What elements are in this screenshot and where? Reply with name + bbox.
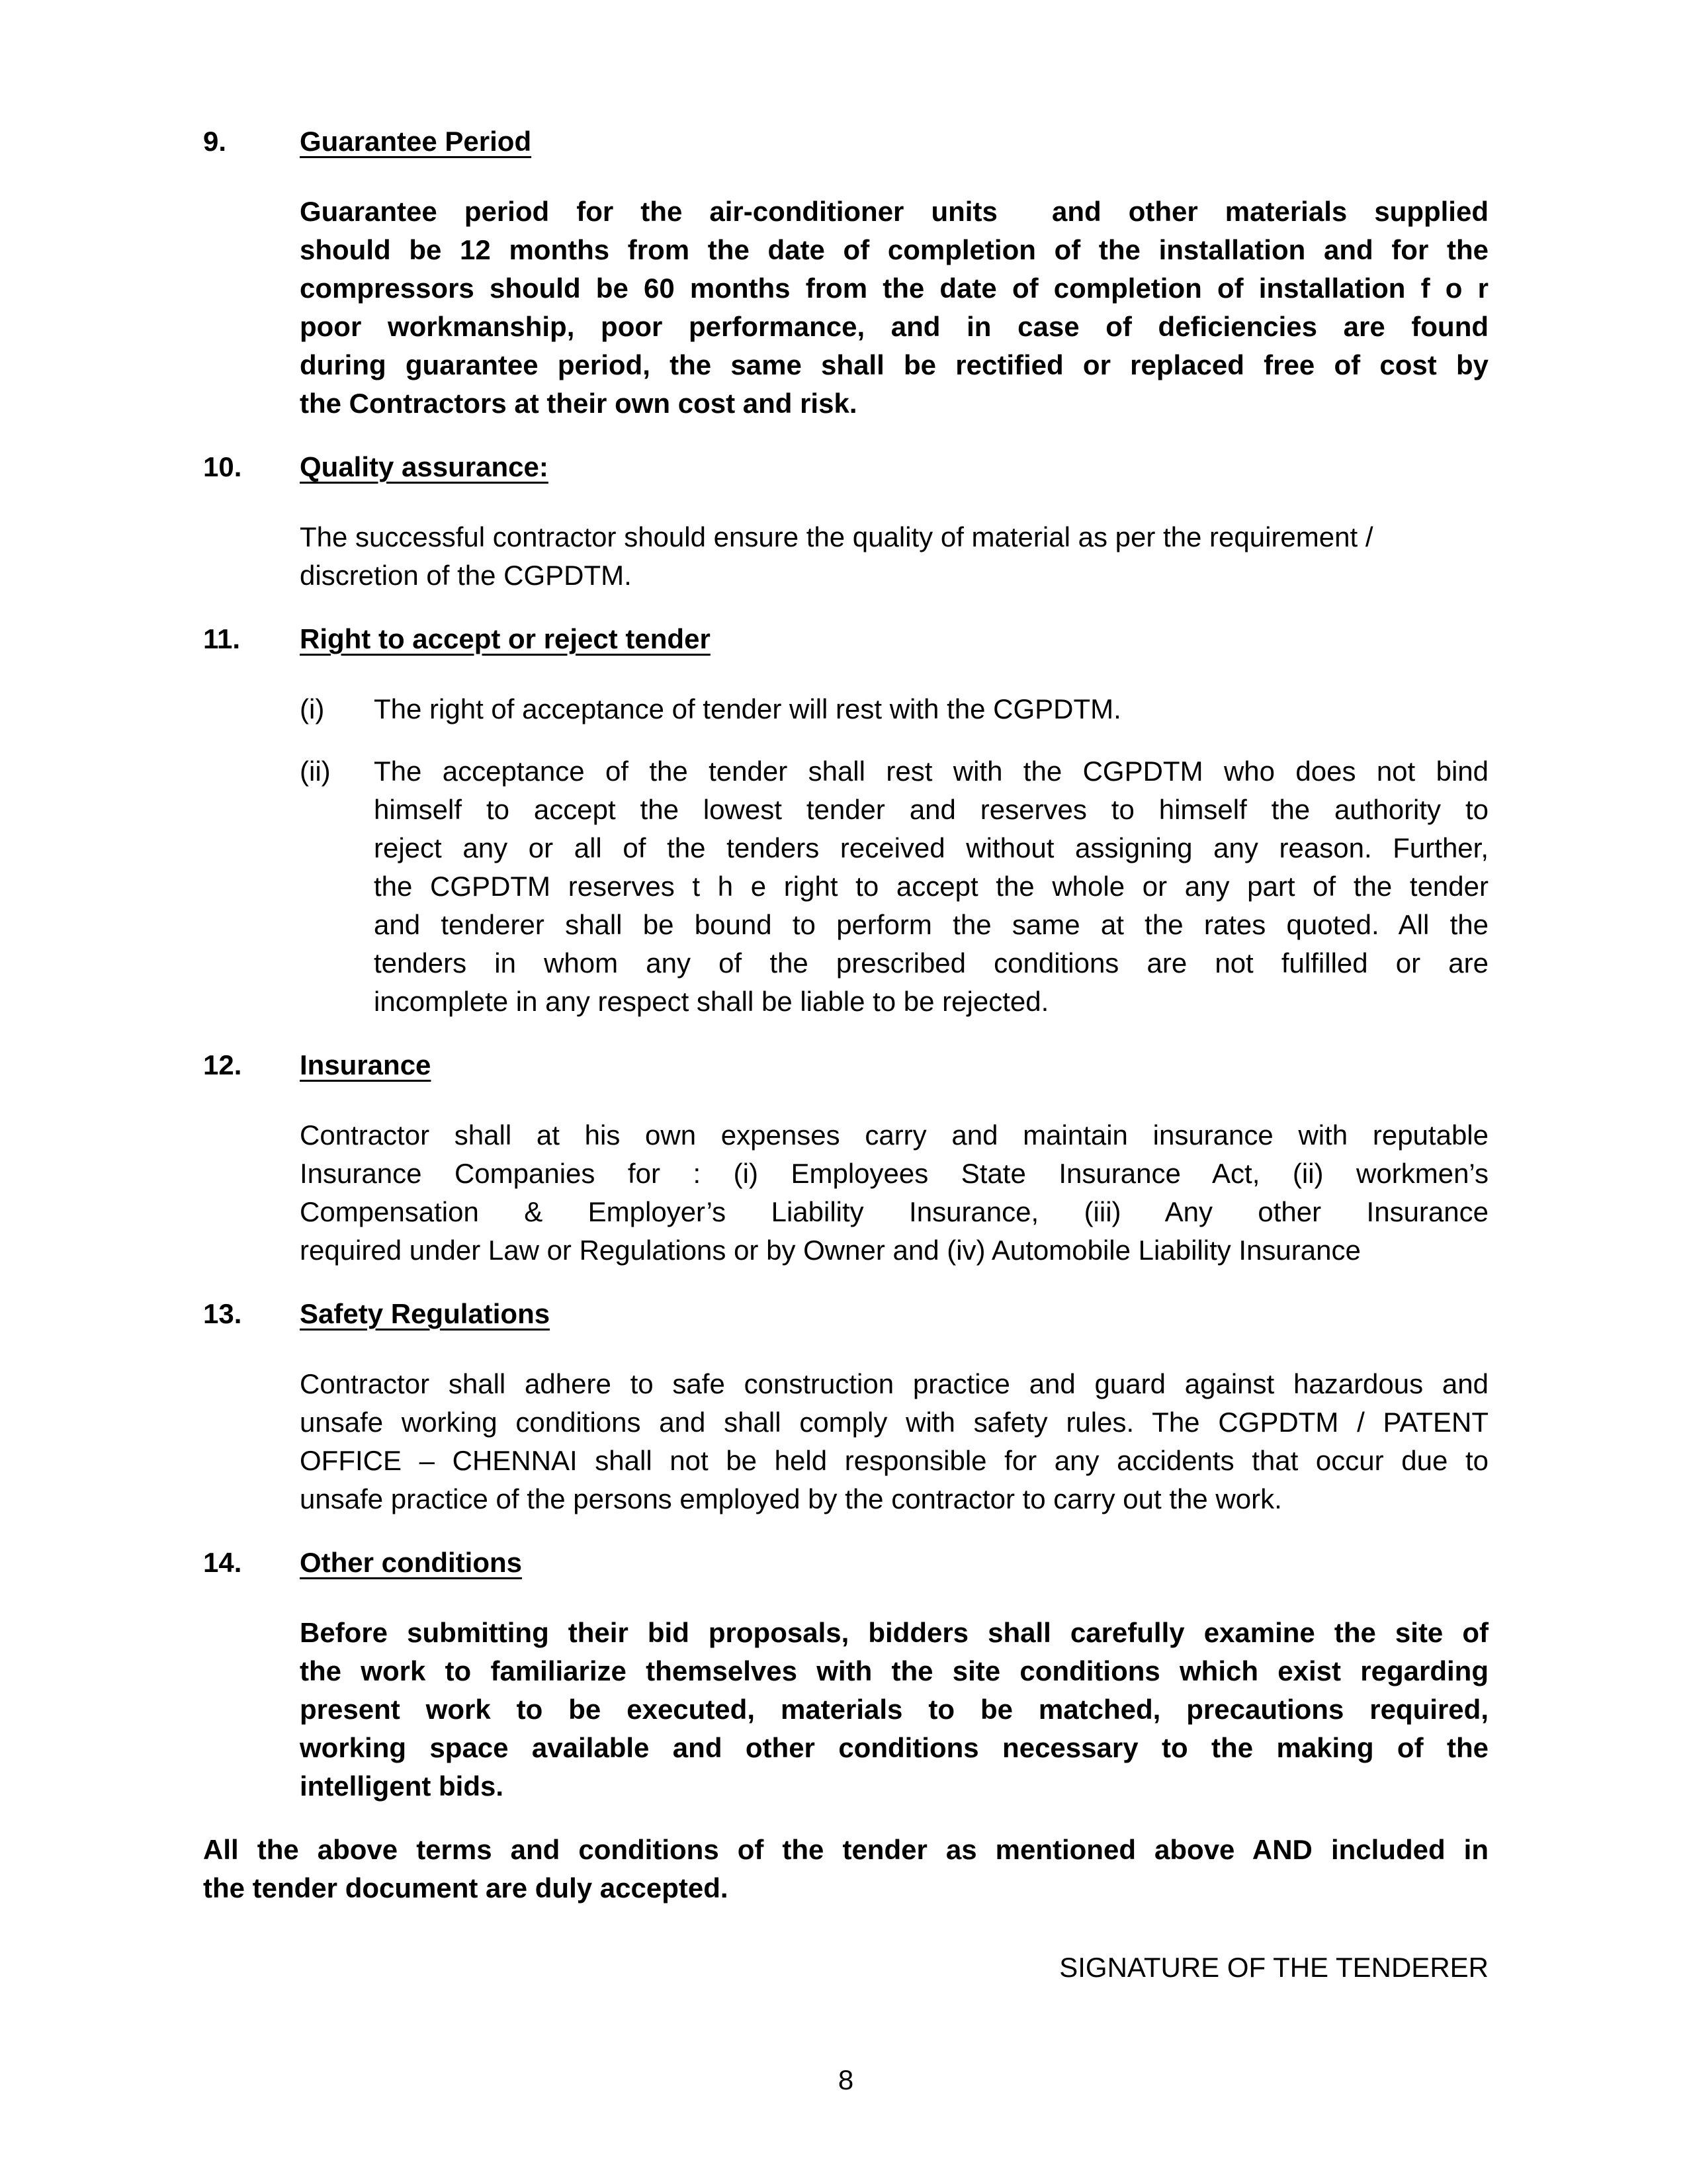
section-heading-text: Guarantee Period xyxy=(300,126,532,157)
section-body xyxy=(300,1365,1489,1518)
section-heading xyxy=(300,122,1489,161)
list-item-ii xyxy=(300,752,1489,1021)
text-line: OFFICE – CHENNAI shall not be held responsible for any accidents that occur due to xyxy=(300,1445,1489,1476)
section-quality-assurance xyxy=(203,448,1489,595)
section-number: 9. xyxy=(203,126,227,157)
section-heading-text: Safety Regulations xyxy=(300,1298,550,1329)
text-line: working space available and other conditions necessary to the making of the xyxy=(300,1732,1489,1763)
section-heading xyxy=(300,448,1489,486)
section-body xyxy=(300,1116,1489,1270)
text-line: Contractor shall at his own expenses carry and maintain insurance with reputable xyxy=(300,1119,1489,1151)
list-item-text xyxy=(374,752,1489,1021)
page-number: 8 xyxy=(838,2064,854,2095)
text-line: required under Law or Regulations or by Owner and (iv) Automobile Liability Insurance xyxy=(300,1235,1361,1266)
text-line: unsafe practice of the persons employed by the contractor to carry out the work. xyxy=(300,1483,1282,1514)
closing-statement xyxy=(203,1831,1489,1907)
text-line: Contractor shall adhere to safe construction practice and guard against hazardous and xyxy=(300,1368,1489,1399)
section-number: 10. xyxy=(203,451,242,482)
section-heading-text: Other conditions xyxy=(300,1547,522,1578)
section-right-to-accept-or-reject xyxy=(203,620,1489,1021)
section-number: 13. xyxy=(203,1298,242,1329)
section-content xyxy=(300,620,1489,1021)
signature-of-tenderer-label: SIGNATURE OF THE TENDERER xyxy=(1059,1952,1489,1983)
text-line: The acceptance of the tender shall rest with the CGPDTM who does not bind xyxy=(374,756,1489,787)
text-line: the tender document are duly accepted. xyxy=(203,1872,728,1903)
section-heading xyxy=(300,1544,1489,1582)
section-heading xyxy=(300,620,1489,658)
section-guarantee-period xyxy=(203,122,1489,423)
list-item-i xyxy=(300,690,1489,728)
section-number: 14. xyxy=(203,1547,242,1578)
text-line: unsafe working conditions and shall comply with safety rules. The CGPDTM / PATENT xyxy=(300,1407,1489,1438)
section-heading xyxy=(300,1295,1489,1333)
section-other-conditions xyxy=(203,1544,1489,1806)
section-content xyxy=(300,122,1489,423)
section-heading-text: Right to accept or reject tender xyxy=(300,623,711,654)
text-line: the work to familiarize themselves with the site conditions which exist regarding xyxy=(300,1655,1489,1686)
section-content xyxy=(300,1046,1489,1270)
text-line: Compensation & Employer’s Liability Insurance, (iii) Any other Insurance xyxy=(300,1196,1489,1227)
section-body xyxy=(300,518,1489,595)
section-safety-regulations xyxy=(203,1295,1489,1518)
text-line: the Contractors at their own cost and risk. xyxy=(300,388,857,419)
section-number: 11. xyxy=(203,623,241,654)
text-line: reject any or all of the tenders received without assigning any reason. Further, xyxy=(374,832,1489,863)
text-line: All the above terms and conditions of the tender as mentioned above AND included in xyxy=(203,1834,1489,1865)
section-body xyxy=(300,1614,1489,1806)
list-item-marker: (i) xyxy=(300,693,325,724)
list-item-marker: (ii) xyxy=(300,756,331,787)
text-line: and tenderer shall be bound to perform the same at the rates quoted. All the xyxy=(374,909,1489,940)
text-line: The right of acceptance of tender will rest with the CGPDTM. xyxy=(374,693,1121,724)
text-line: during guarantee period, the same shall be rectified or replaced free of cost by xyxy=(300,349,1489,380)
text-line: discretion of the CGPDTM. xyxy=(300,560,632,591)
text-line: poor workmanship, poor performance, and in case of deficiencies are found xyxy=(300,311,1489,342)
text-line: Guarantee period for the air-conditioner units and other materials supplied xyxy=(300,196,1489,227)
text-line: Before submitting their bid proposals, bidders shall carefully examine the site of xyxy=(300,1617,1489,1648)
text-line: incomplete in any respect shall be liable to be rejected. xyxy=(374,986,1049,1017)
section-heading-text: Quality assurance: xyxy=(300,451,548,482)
section-insurance xyxy=(203,1046,1489,1270)
text-line: Insurance Companies for : (i) Employees State Insurance Act, (ii) workmen’s xyxy=(300,1158,1489,1189)
text-line: compressors should be 60 months from the date of completion of installation f o r xyxy=(300,273,1489,304)
section-heading xyxy=(300,1046,1489,1084)
text-line: himself to accept the lowest tender and reserves to himself the authority to xyxy=(374,794,1489,825)
section-content xyxy=(300,448,1489,595)
text-line: should be 12 months from the date of completion of the installation and for the xyxy=(300,234,1489,265)
text-line: tenders in whom any of the prescribed conditions are not fulfilled or are xyxy=(374,947,1489,979)
text-line: The successful contractor should ensure the quality of material as per the requirement / xyxy=(300,521,1373,552)
section-content xyxy=(300,1544,1489,1806)
text-line: intelligent bids. xyxy=(300,1770,504,1802)
list-item-text xyxy=(374,690,1489,728)
section-heading-text: Insurance xyxy=(300,1049,431,1080)
text-line: present work to be executed, materials to be matched, precautions required, xyxy=(300,1694,1489,1725)
section-content xyxy=(300,1295,1489,1518)
section-body xyxy=(300,193,1489,423)
text-line: the CGPDTM reserves t h e right to accept the whole or any part of the tender xyxy=(374,871,1489,902)
section-number: 12. xyxy=(203,1049,242,1080)
